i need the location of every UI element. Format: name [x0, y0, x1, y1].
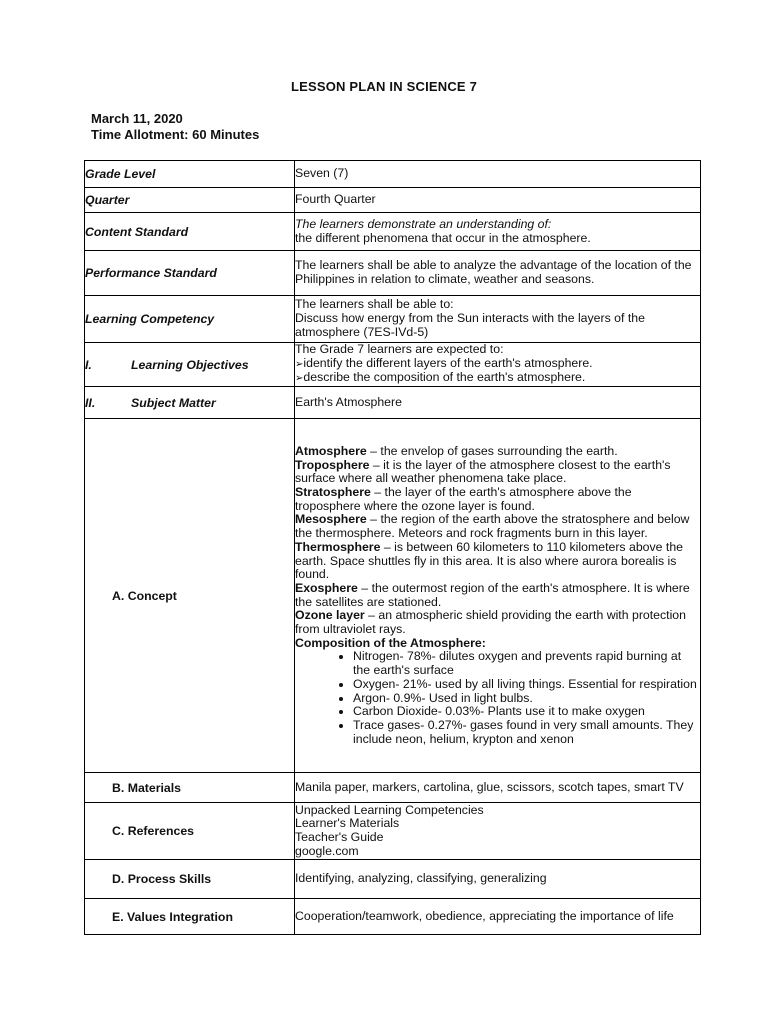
learning-objectives-intro: The Grade 7 learners are expected to: [295, 342, 504, 356]
arrow-bullet-icon: ➢ [295, 373, 304, 385]
lesson-date: March 11, 2020 [91, 111, 183, 126]
lesson-plan-table [84, 160, 701, 935]
learning-objectives-title: Learning Objectives [131, 357, 249, 372]
objective-item: ➢identify the different layers of the earth's atmosphere. [295, 355, 593, 370]
composition-heading: Composition of the Atmosphere: [295, 635, 486, 650]
references-label: C. References [85, 803, 295, 860]
list-item: google.com [295, 843, 359, 858]
learning-objectives-number: I. [85, 357, 92, 372]
list-item: • Oxygen- 21%- used by all living things. Essential for respiration [353, 678, 700, 692]
grade-level-label: Grade Level [85, 161, 295, 188]
row-process-skills [85, 860, 701, 899]
list-item: Teacher's Guide [295, 830, 384, 845]
quarter-label: Quarter [85, 188, 295, 213]
subject-matter-value: Earth's Atmosphere [295, 387, 701, 419]
list-item: • Nitrogen- 78%- dilutes oxygen and prevents rapid burning at the earth's surface [353, 650, 700, 677]
learning-competency-label: Learning Competency [85, 296, 295, 343]
concept-value [295, 419, 701, 773]
row-materials [85, 773, 701, 803]
list-item: Learner's Materials [295, 816, 400, 831]
content-standard-value [295, 213, 701, 251]
quarter-value: Fourth Quarter [295, 188, 701, 213]
concept-term: Thermosphere – is between 60 kilometers to 110 kilometers above the earth. Space shuttles fly in this area. It is also where aurora borealis is found. [295, 539, 683, 582]
concept-term: Stratosphere – the layer of the earth's atmosphere above the troposphere where the ozone layer is found. [295, 484, 632, 513]
learning-competency-value [295, 296, 701, 343]
subject-matter-title: Subject Matter [131, 395, 216, 410]
concept-term: Atmosphere – the envelop of gases surrounding the earth. [295, 443, 618, 458]
subject-matter-number: II. [85, 395, 96, 410]
concept-term: Troposphere – it is the layer of the atmosphere closest to the earth's surface where all weather phenomena take place. [295, 457, 671, 486]
list-item: Unpacked Learning Competencies [295, 802, 484, 817]
list-item: • Trace gases- 0.27%- gases found in very small amounts. They include neon, helium, krypton and xenon [353, 719, 700, 746]
process-skills-label: D. Process Skills [85, 860, 295, 899]
materials-label: B. Materials [85, 773, 295, 803]
row-values-integration [85, 899, 701, 935]
concept-term: Mesosphere – the region of the earth above the stratosphere and below the thermosphere. Meteors and rock fragments burn in this layer. [295, 512, 690, 541]
row-quarter [85, 188, 701, 213]
row-subject-matter [85, 387, 701, 419]
content-standard-intro: The learners demonstrate an understanding of: [295, 216, 552, 231]
concept-term: Exosphere – the outermost region of the earth's atmosphere. It is where the satellites are stationed. [295, 580, 690, 609]
content-standard-label: Content Standard [85, 213, 295, 251]
learning-competency-intro: The learners shall be able to: [295, 297, 454, 312]
process-skills-value: Identifying, analyzing, classifying, generalizing [295, 860, 701, 899]
concept-label: A. Concept [85, 419, 295, 773]
grade-level-value: Seven (7) [295, 161, 701, 188]
subject-matter-label [85, 387, 295, 419]
list-item: • Carbon Dioxide- 0.03%- Plants use it to make oxygen [353, 705, 700, 719]
composition-list [295, 650, 700, 746]
row-learning-objectives [85, 343, 701, 387]
learning-objectives-value [295, 343, 701, 387]
learning-objectives-label [85, 343, 295, 387]
references-value [295, 803, 701, 860]
row-learning-competency [85, 296, 701, 343]
values-integration-label: E. Values Integration [85, 899, 295, 935]
performance-standard-value: The learners shall be able to analyze the advantage of the location of the Philippines in relation to climate, weather and seasons. [295, 251, 701, 296]
row-references [85, 803, 701, 860]
materials-value: Manila paper, markers, cartolina, glue, scissors, scotch tapes, smart TV [295, 773, 701, 803]
learning-competency-text: Discuss how energy from the Sun interacts with the layers of the atmosphere (7ES-IVd-5) [295, 311, 645, 339]
content-standard-text: the different phenomena that occur in the atmosphere. [295, 230, 591, 245]
row-grade-level [85, 161, 701, 188]
list-item: • Argon- 0.9%- Used in light bulbs. [353, 692, 700, 706]
performance-standard-label: Performance Standard [85, 251, 295, 296]
arrow-bullet-icon: ➢ [295, 358, 304, 370]
objective-item: ➢describe the composition of the earth's atmosphere. [295, 370, 586, 385]
row-content-standard [85, 213, 701, 251]
time-allotment: Time Allotment: 60 Minutes [91, 127, 260, 142]
concept-term: Ozone layer – an atmospheric shield providing the earth with protection from ultraviolet rays. [295, 608, 686, 637]
document-title: LESSON PLAN IN SCIENCE 7 [290, 79, 478, 94]
row-concept [85, 419, 701, 773]
row-performance-standard [85, 251, 701, 296]
values-integration-value: Cooperation/teamwork, obedience, appreciating the importance of life [295, 899, 701, 935]
